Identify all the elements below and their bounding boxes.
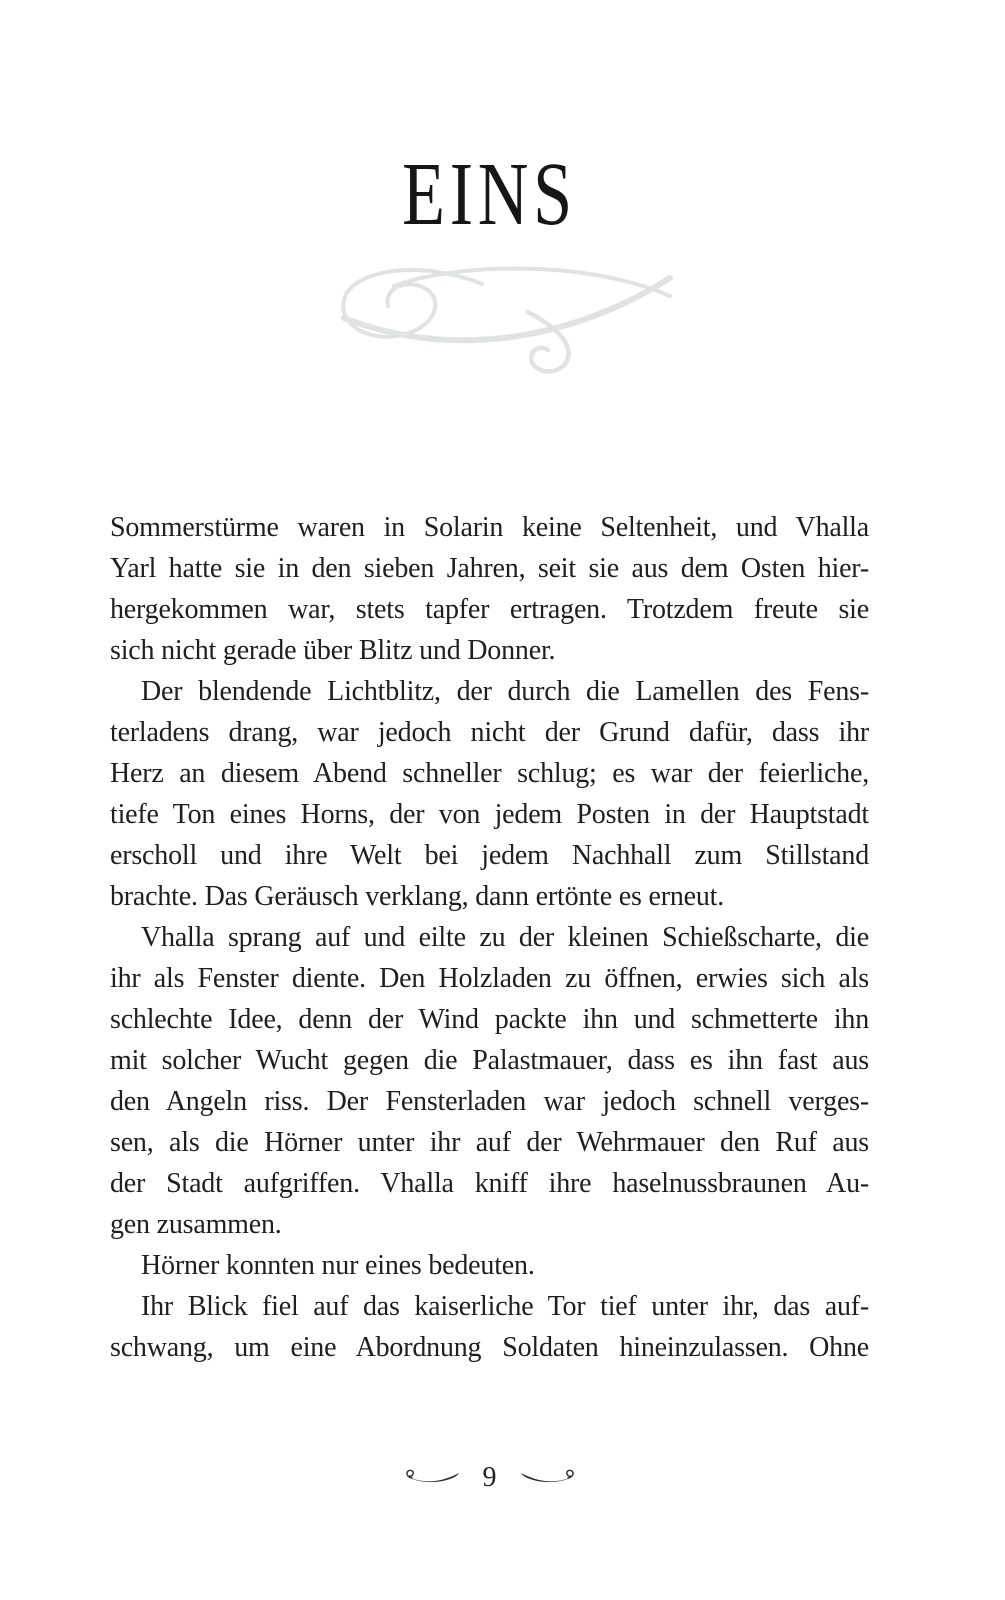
text-line: Vhalla sprang auf und eilte zu der kleinen Schießscharte, die <box>141 922 869 953</box>
chapter-title: EINS <box>402 145 577 244</box>
text-line: erscholl und ihre Welt bei jedem Nachhall zum Stillstand <box>110 840 869 871</box>
text-line: hergekommen war, stets tapfer ertragen. Trotzdem freute sie <box>110 594 869 625</box>
page-number: 9 <box>482 1462 497 1493</box>
text-line: ihr als Fenster diente. Den Holzladen zu öffnen, erwies sich als <box>110 963 869 994</box>
text-line: brachte. Das Geräusch verklang, dann ertönte es erneut. <box>110 881 725 912</box>
text-line: mit solcher Wucht gegen die Palastmauer, dass es ihn fast aus <box>110 1045 869 1076</box>
page-footer <box>110 1460 869 1492</box>
text-line: terladens drang, war jedoch nicht der Grund dafür, dass ihr <box>110 717 869 748</box>
flourish-divider-icon <box>330 254 674 380</box>
text-line: Ihr Blick fiel auf das kaiserliche Tor tief unter ihr, das auf- <box>141 1291 869 1322</box>
text-line: tiefe Ton eines Horns, der von jedem Posten in der Hauptstadt <box>110 799 869 830</box>
text-line: schlechte Idee, denn der Wind packte ihn und schmetterte ihn <box>110 1004 869 1035</box>
text-line: Sommerstürme waren in Solarin keine Seltenheit, und Vhalla <box>110 512 869 543</box>
text-line: den Angeln riss. Der Fensterladen war jedoch schnell verges- <box>110 1086 869 1117</box>
pager-swash-right-icon <box>519 1467 577 1485</box>
text-line: Herz an diesem Abend schneller schlug; es war der feierliche, <box>110 758 869 789</box>
body-text <box>110 507 869 1368</box>
text-line: schwang, um eine Abordnung Soldaten hineinzulassen. Ohne <box>110 1332 869 1363</box>
text-line: sen, als die Hörner unter ihr auf der Wehrmauer den Ruf aus <box>110 1127 869 1158</box>
text-line: Yarl hatte sie in den sieben Jahren, seit sie aus dem Osten hier- <box>110 553 869 584</box>
text-line: Hörner konnten nur eines bedeuten. <box>141 1250 535 1281</box>
text-line: sich nicht gerade über Blitz und Donner. <box>110 635 556 666</box>
pager-swash-left-icon <box>403 1467 461 1485</box>
text-line: Der blendende Lichtblitz, der durch die Lamellen des Fens- <box>141 676 869 707</box>
text-line: der Stadt aufgriffen. Vhalla kniff ihre haselnussbraunen Au- <box>110 1168 869 1199</box>
chapter-flourish-ornament <box>330 254 674 380</box>
text-line: gen zusammen. <box>110 1209 282 1240</box>
